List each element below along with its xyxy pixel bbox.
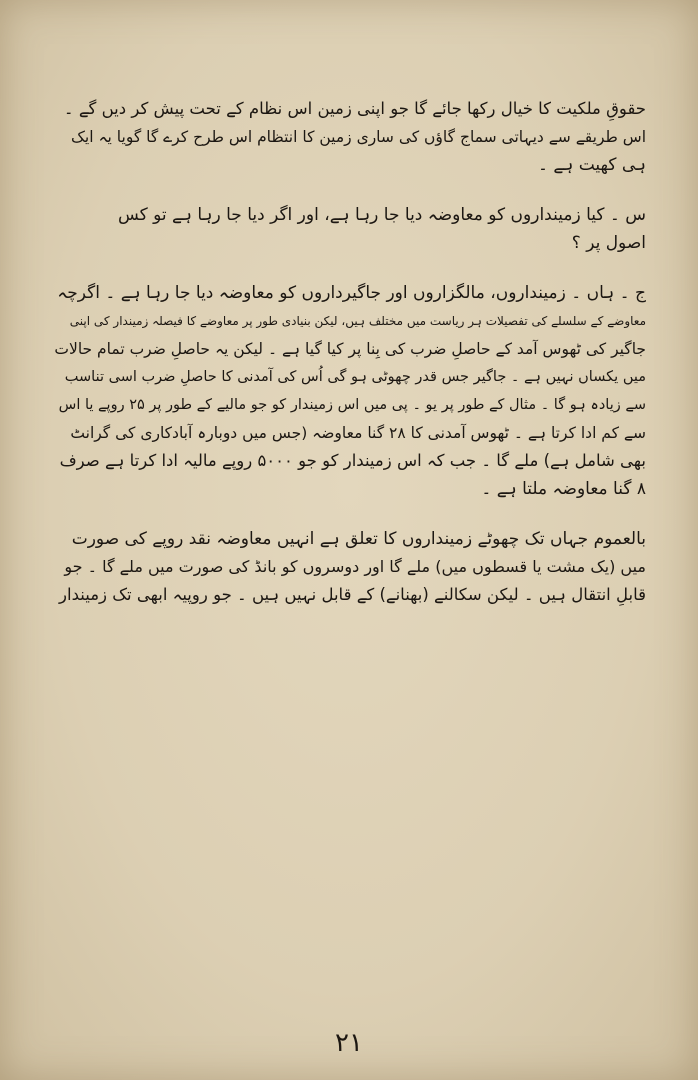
- answer-line: ج ۔ ہاں ۔ زمینداروں، مالگزاروں اور جاگیرداروں کو معاوضہ دیا جا رہا ہے ۔ اگرچہ: [57, 283, 646, 303]
- answer-line: معاوضے کے سلسلے کی تفصیلات ہر ریاست میں مختلف ہیں، لیکن بنیادی طور پر معاوضے کا فیصلہ زمیندار کی اپنی: [69, 314, 646, 328]
- answer-line: سے زیادہ ہو گا ۔ مثال کے طور پر یو ۔ پی میں اس زمیندار کو جو مالیے کے طور پر ۲۵ روپے یا اس: [58, 397, 646, 413]
- text-line: حقوقِ ملکیت کا خیال رکھا جائے گا جو اپنی زمین اس نظام کے تحت پیش کر دیں گے ۔: [63, 99, 646, 118]
- text-line: قابلِ انتقال ہیں ۔ لیکن سکالنے (بھنانے) کے قابل نہیں ہیں ۔ جو روپیہ ابھی تک زمیندار: [59, 585, 646, 604]
- paragraph-1: [50, 95, 650, 179]
- question-line: س ۔ کیا زمینداروں کو معاوضہ دیا جا رہا ہے، اور اگر دیا جا رہا ہے تو کس: [117, 205, 646, 225]
- text-line: بالعموم جہاں تک چھوٹے زمینداروں کا تعلق ہے انہیں معاوضہ نقد روپے کی صورت: [71, 529, 646, 549]
- page-number: ۲۱: [335, 1028, 363, 1058]
- answer-line: جاگیر کی ٹھوس آمد کے حاصلِ ضرب کی بِنا پر کیا گیا ہے ۔ لیکن یہ حاصلِ ضرب تمام حالات: [54, 340, 646, 358]
- answer-line: ۸ گنا معاوضہ ملتا ہے ۔: [481, 479, 646, 499]
- text-line: ہی کھیت ہے ۔: [538, 155, 646, 175]
- paragraph-answer: [50, 279, 650, 503]
- paragraph-question: [50, 201, 650, 257]
- text-line: اس طریقے سے دیہاتی سماج گاؤں کی ساری زمین کا انتظام اس طرح کرے گا گویا یہ ایک: [71, 128, 646, 146]
- text-line: میں (یک مشت یا قسطوں میں) ملے گا اور دوسروں کو بانڈ کی صورت میں ملے گا ۔ جو: [64, 557, 646, 576]
- answer-line: بھی شامل ہے) ملے گا ۔ جب کہ اس زمیندار کو جو ۵۰۰۰ روپے مالیہ ادا کرتا ہے صرف: [59, 451, 646, 470]
- paragraph-4: [50, 525, 650, 609]
- answer-line: سے کم ادا کرتا ہے ۔ ٹھوس آمدنی کا ۲۸ گنا معاوضہ (جس میں دوبارہ آبادکاری کی گرانٹ: [70, 424, 646, 442]
- answer-line: میں یکساں نہیں ہے ۔ جاگیر جس قدر چھوٹی ہو گی اُس کی آمدنی کا حاصلِ ضرب اسی تناسب: [64, 369, 646, 385]
- question-line: اصول پر ؟: [571, 233, 646, 253]
- page-text: [50, 95, 650, 609]
